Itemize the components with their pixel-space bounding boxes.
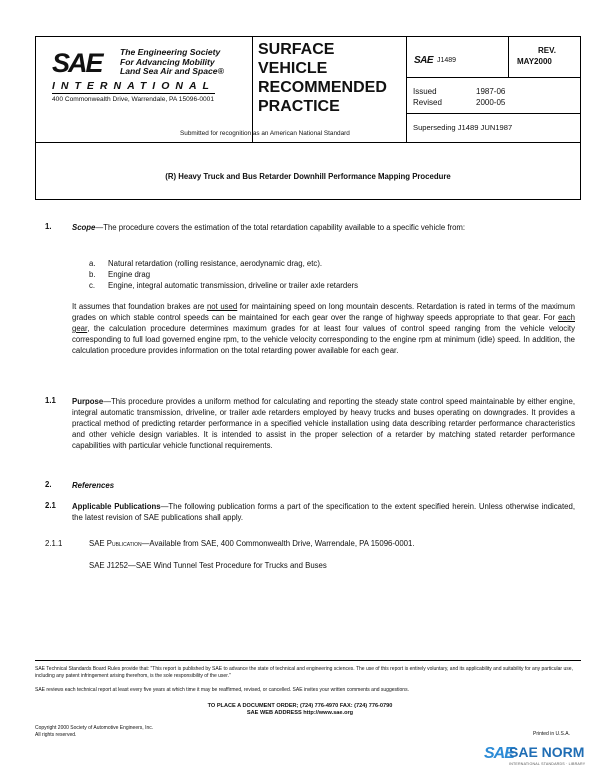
purpose-paragraph: Purpose—This procedure provides a uniform method for calculating and reporting the steady state control speed maintainable by either engine, integral automatic transmission, driveline, or trailer axle retarders employed by heavy trucks and buses operating on downgrades. It provides a practical method of predicting retarder performance in a specified vehicle installation using data describing retarder performance characteristics and other vehicle design variables. It is intended to assist in the proper selection of a retarder by matching stated retarder performance capabilities with particular vehicle functional requirements. [72, 397, 575, 450]
revised-label: Revised [413, 98, 442, 107]
sae-norm-brand: SAE NORM [509, 744, 585, 760]
header-rule [406, 77, 580, 78]
section-number: 1.1 [45, 396, 56, 405]
section-number: 2.1.1 [45, 539, 63, 548]
web-address: SAE WEB ADDRESS http://www.sae.org [246, 710, 354, 716]
rev-date: MAY2000 [517, 57, 552, 66]
policy-text: SAE Technical Standards Board Rules provide that: "This report is published by SAE to advance the state of technical and engineering sciences. The use of this report is entirely voluntary, and its applicability and suitability for any particular use, including any patent infringement arising therefrom, is the sole responsibility of the user." [35, 666, 573, 679]
sae-publication-heading: SAE Publication [89, 539, 142, 548]
international-label: INTERNATIONAL [52, 80, 215, 92]
document-type: SURFACE VEHICLE RECOMMENDED PRACTICE [258, 41, 387, 115]
publications-paragraph: Applicable Publications—The following publication forms a part of the specification to the extent specified herein. Unless otherwise indicated, the latest revision of SAE publications shall apply. [72, 502, 576, 522]
section-number: 1. [45, 222, 52, 231]
sae-logo: SAE [52, 48, 102, 78]
list-item: Natural retardation (rolling resistance, aerodynamic drag, etc). [108, 259, 323, 268]
list-marker: a. [89, 259, 96, 268]
purpose-heading: Purpose [72, 397, 104, 406]
reference-code: SAE J1252 [89, 561, 129, 570]
sae-publication-paragraph: SAE Publication—Available from SAE, 400 Commonwealth Drive, Warrendale, PA 15096-0001. [89, 539, 415, 548]
copyright: Copyright 2000 Society of Automotive Engineers, Inc. [35, 725, 154, 731]
reference-title: —SAE Wind Tunnel Test Procedure for Trucks and Buses [128, 561, 327, 570]
issued-value: 1987-06 [476, 87, 506, 96]
header-divider [406, 37, 407, 142]
reference-entry [89, 560, 327, 571]
header-divider [252, 37, 253, 142]
review-text: SAE reviews each technical report at least every five years at which time it may be reaffirmed, revised, or cancelled. SAE invites your written comments and suggestions. [35, 687, 409, 693]
list-item: Engine, integral automatic transmission, driveline or trailer axle retarders [108, 281, 359, 290]
each-gear-emphasis: each gear [72, 313, 575, 333]
submitted-note: Submitted for recognition as an American National Standard [180, 130, 350, 137]
section-number: 2. [45, 480, 52, 489]
printed-in: Printed in U.S.A. [533, 731, 570, 737]
header-divider [508, 37, 509, 78]
issued-label: Issued [413, 87, 437, 96]
sae-norm-subtitle: INTERNATIONAL STANDARDS · LIBRARY [509, 762, 586, 766]
document-number: J1489 [437, 57, 457, 64]
header-rule [406, 113, 580, 114]
revised-value: 2000-05 [476, 98, 506, 107]
address: 400 Commonwealth Drive, Warrendale, PA 15096-0001 [52, 96, 214, 103]
society-tagline: The Engineering Society For Advancing Mobility Land Sea Air and Space® [120, 47, 224, 76]
scope-heading: Scope [72, 223, 96, 232]
scope-detail-paragraph: It assumes that foundation brakes are not used for maintaining speed on long mountain descents. Retardation is rated in terms of the maximum grades on which stable control speeds can be maintained for each gear over the range of highway speeds appropriate to that gear. For each gear, the calculation procedure determines maximum grades for at least four values of control speed ranging from the vehicle velocity corresponding to full load governed engine rpm, to the vehicle velocity corresponding to the engine rpm at minimum (idle) speed. In addition, the calculation procedure provides information on the total retarding power available for each gear. [72, 302, 575, 355]
document-title: (R) Heavy Truck and Bus Retarder Downhill Performance Mapping Procedure [165, 172, 451, 181]
references-heading: References [72, 481, 115, 490]
list-item: Engine drag [108, 270, 151, 279]
doc-logo: SAE [414, 55, 434, 66]
list-marker: b. [89, 270, 96, 279]
section-number: 2.1 [45, 501, 56, 510]
rev-label: REV. [538, 46, 556, 55]
rights: All rights reserved. [35, 732, 77, 738]
publications-heading: Applicable Publications [72, 502, 161, 511]
list-marker: c. [89, 281, 96, 290]
order-info: TO PLACE A DOCUMENT ORDER; (724) 776-4970 FAX: (724) 776-0790 [207, 703, 393, 709]
sae-norm-logo-icon: SAE [484, 745, 514, 762]
not-used-emphasis: not used [206, 302, 238, 311]
footer-rule [35, 660, 581, 661]
scope-paragraph: Scope—The procedure covers the estimation of the total retardation capability available to a specific vehicle from: [72, 223, 466, 232]
superseding-note: Superseding J1489 JUN1987 [413, 123, 513, 132]
